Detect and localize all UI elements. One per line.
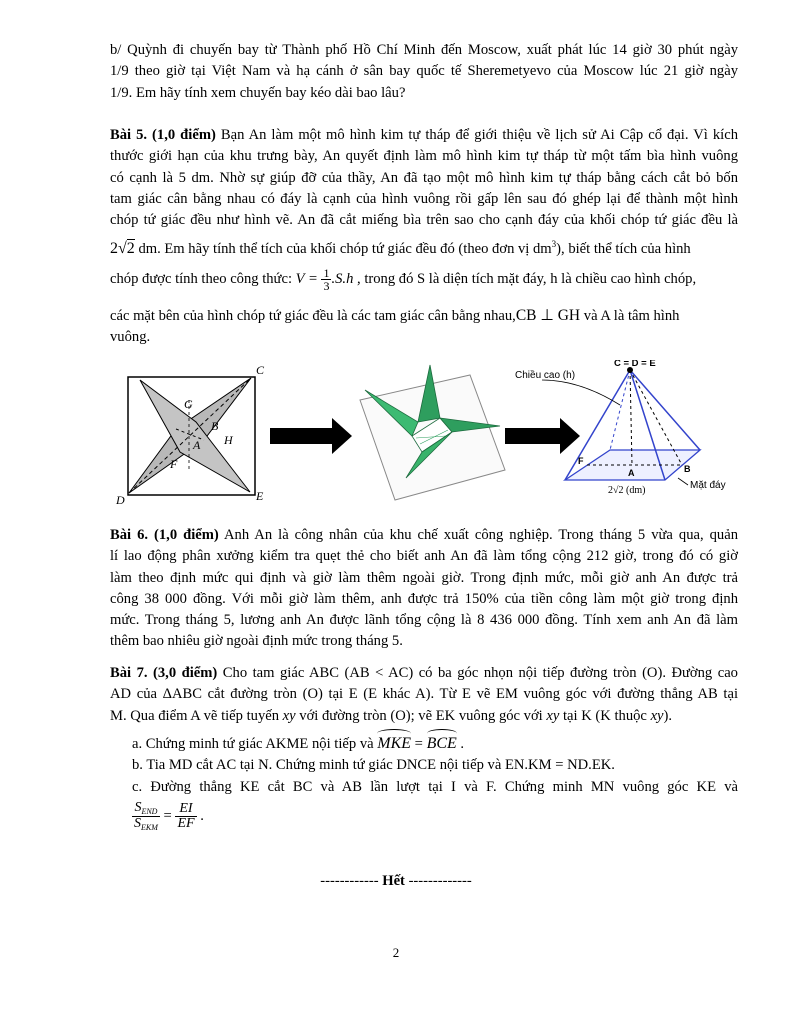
bai5-last-lines [110, 305, 738, 349]
area-symbol: S [134, 816, 141, 831]
part-b-paragraph [110, 40, 738, 104]
text-line [110, 305, 738, 327]
text-line: AD của ΔABC cắt đường tròn (O) tại E (E khác A). Từ E vẽ EM vuông góc với đường thẳng AB tại [110, 686, 738, 703]
text-line [110, 706, 738, 727]
label-c: C [256, 363, 265, 377]
arc-bce: BCE [427, 733, 457, 754]
text-line: thêm bao nhiêu giờ ngoài định mức trong tháng 5. [110, 633, 403, 650]
label-a: A [628, 468, 635, 478]
text-span: M. Qua điểm A vẽ tiếp tuyến [110, 707, 283, 724]
text-line [110, 232, 738, 261]
text-line [110, 663, 738, 684]
label-apex: C = D = E [614, 360, 656, 369]
math-xy: xy [650, 707, 664, 724]
text-line: 1/9. Em hãy tính xem chuyến bay kéo dài bao lâu? [110, 84, 406, 101]
label-b: B [684, 464, 691, 474]
bai5-heading: Bài 5. (1,0 điểm) [110, 127, 216, 143]
formula-fraction [321, 267, 331, 292]
text-span: Cho tam giác ABC (AB < AC) có ba góc nhọn nội tiếp đường tròn (O). Đường cao [217, 665, 738, 681]
square-net-diagram [115, 363, 265, 507]
text-line: vuông. [110, 329, 151, 346]
label-base: Mặt đáy [690, 480, 726, 491]
formula-v: V = [295, 271, 318, 287]
equals-sign: = [163, 807, 172, 824]
folding-diagram [360, 365, 505, 500]
text-line: có cạnh là 5 dm. Nhờ sự giúp đỡ của thầy, An đã tạo một mô hình kim tự tháp bằng cách cắt bỏ bốn [110, 169, 738, 186]
text-span: . [200, 807, 204, 824]
text-line: thước giới hạn của khu trưng bày, An quyết định làm mô hình kim tự tháp từ một tấm bìa hình vuông [110, 148, 738, 165]
text-line [110, 125, 738, 146]
fraction-numerator [132, 801, 160, 817]
part-c-line: c. Đường thẳng KE cắt BC và AB lần lượt tại I và F. Chứng minh MN vuông góc KE và [132, 778, 738, 795]
unit-exponent: 3 [551, 239, 557, 249]
fraction-denominator: EF [177, 816, 195, 831]
bai5-paragraph [110, 125, 738, 231]
text-line: công 38 000 đồng. Với mỗi giờ làm thêm, anh được trả 150% của tiền công làm một giờ trong định [110, 590, 738, 607]
area-subscript: EKM [141, 823, 158, 832]
end-mark [0, 873, 792, 890]
area-ratio-fraction [132, 801, 160, 832]
label-a: A [193, 438, 201, 452]
edge-expression: 2√2 [110, 239, 135, 257]
label-height: Chiều cao (h) [515, 370, 576, 381]
bai7-parts [132, 733, 738, 798]
bai6-paragraph [110, 525, 738, 653]
dash-right: ------------- [404, 873, 472, 889]
label-f: F [578, 456, 584, 466]
pyramid-figure [110, 360, 750, 510]
label-edge: 2√2 (dm) [608, 485, 646, 496]
text-line: 1/9 theo giờ tại Việt Nam và hạ cánh ở sân bay quốc tế Sheremetyevo của Moscow lúc 21 giờ ngày [110, 63, 738, 80]
text-span: ). [663, 707, 673, 724]
label-g: G [184, 397, 193, 411]
fraction-denominator [132, 817, 160, 832]
text-span: chóp được tính theo công thức: [110, 271, 296, 287]
bai7-paragraph [110, 663, 738, 727]
label-e: E [256, 489, 264, 503]
text-span: và A là tâm hình [580, 308, 680, 324]
fraction-numerator: EI [175, 802, 196, 817]
formula-rest: .S.h [331, 271, 354, 287]
perp-expression: CB ⊥ GH [515, 307, 581, 324]
page-number: 2 [392, 945, 400, 960]
text-line: b/ Quỳnh đi chuyến bay từ Thành phố Hồ Chí Minh đến Moscow, xuất phát lúc 14 giờ 30 phút ngày [110, 42, 738, 58]
fraction-denominator: 3 [323, 279, 330, 294]
part-a-line [132, 733, 738, 755]
label-b: B [211, 419, 219, 433]
dash-left: ------------ [320, 873, 383, 889]
edge-radicand: 2 [126, 239, 135, 257]
bai7-heading: Bài 7. (3,0 điểm) [110, 665, 218, 681]
arrow-right-icon [505, 418, 580, 454]
text-line: làm theo định mức qui định và giờ làm thêm ngoài giờ. Trong định mức, mỗi giờ anh An được trả [110, 569, 738, 586]
text-span: các mặt bên của hình chóp tứ giác đều là các tam giác cân bằng nhau, [110, 308, 516, 324]
text-line: chóp tứ giác đều như hình vẽ. An đã cắt miếng bìa trên sao cho cạnh đáy của khối chóp tứ giác đều là [110, 212, 738, 229]
text-line: mức. Trong tháng 5, lương anh An được lãnh tổng cộng là 8 436 000 đồng. Tính xem anh An đã làm [110, 612, 738, 629]
equals-sign: = [411, 736, 427, 752]
arc-mke: MKE [377, 733, 411, 754]
text-span: . [456, 736, 465, 752]
text-line: lí lao động phân xưởng kiểm tra quẹt thẻ cho biết anh An đã làm tổng cộng 212 giờ, trong đó có giờ [110, 548, 738, 565]
math-xy: xy [546, 707, 560, 724]
bai5-formula-line [110, 265, 738, 293]
math-xy: xy [282, 707, 296, 724]
text-span: ), biết thể tích của hình [556, 240, 691, 257]
segment-ratio-fraction [175, 802, 196, 831]
bai5-edge-line [110, 232, 738, 261]
text-span: Anh An là công nhân của khu chế xuất công nghiệp. Trong tháng 5 vừa qua, quản [218, 527, 738, 543]
text-span: a. Chứng minh tứ giác AKME nội tiếp và [132, 736, 378, 752]
part-b-line: b. Tia MD cắt AC tại N. Chứng minh tứ giác DNCE nội tiếp và EN.KM = ND.EK. [132, 757, 615, 774]
edge-coef: 2 [110, 239, 118, 257]
text-span: với đường tròn (O); vẽ EK vuông góc với [295, 707, 547, 724]
text-span: tại K (K thuộc [559, 707, 651, 724]
text-span: , trong đó S là diện tích mặt đáy, h là chiều cao hình chóp, [357, 271, 697, 287]
fraction-numerator: 1 [323, 266, 330, 281]
text-span: Bạn An làm một mô hình kim tự tháp để giới thiệu về lịch sử Ai Cập cổ đại. Vì kích [215, 127, 738, 143]
arrow-right-icon [270, 418, 352, 454]
text-line [110, 525, 738, 546]
text-line [110, 265, 738, 293]
area-symbol: S [134, 800, 142, 815]
area-subscript: END [141, 807, 158, 816]
end-word: Hết [382, 873, 405, 889]
label-d: D [116, 493, 125, 507]
part-c-formula [132, 801, 204, 832]
label-h: H [224, 433, 233, 447]
text-span: dm. Em hãy tính thể tích của khối chóp tứ giác đều đó (theo đơn vị dm [138, 240, 552, 257]
bai6-heading: Bài 6. (1,0 điểm) [110, 527, 219, 543]
text-line: tam giác cân bằng nhau có đáy là cạnh của hình vuông rồi gấp lên sau đó ghép lại để thành một hình [110, 190, 738, 207]
label-f: F [170, 457, 178, 471]
